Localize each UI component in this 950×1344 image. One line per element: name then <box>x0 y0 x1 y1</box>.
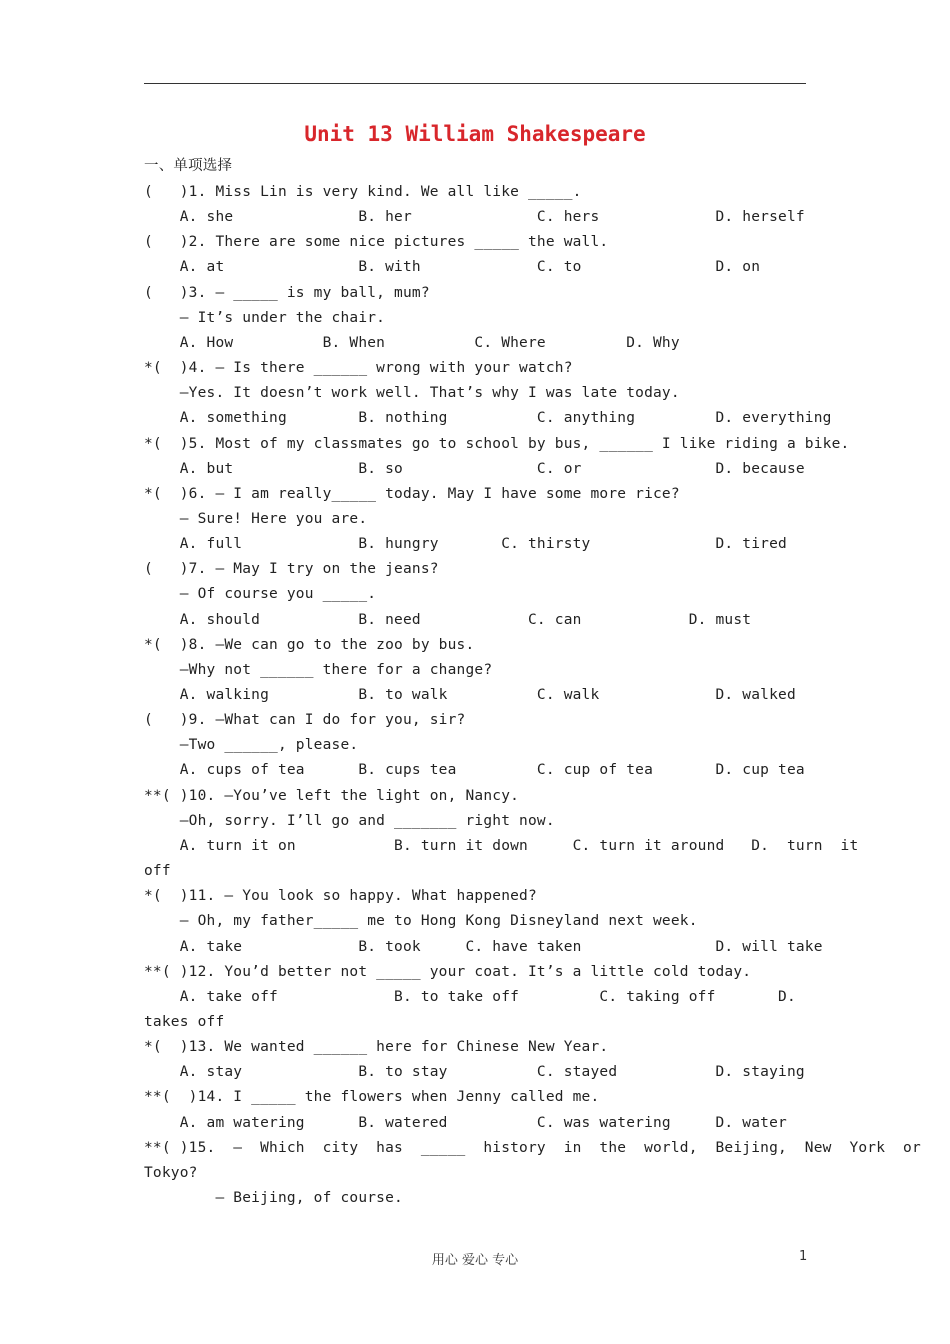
header-rule <box>144 83 806 84</box>
question-line: A. turn it on B. turn it down C. turn it around D. turn it <box>144 837 859 854</box>
question-line: **( )14. I _____ the flowers when Jenny called me. <box>144 1089 600 1106</box>
question-line: ( )2. There are some nice pictures _____ the wall. <box>144 234 609 251</box>
question-line: A. take off B. to take off C. taking off D. <box>144 988 796 1005</box>
question-line: — Sure! Here you are. <box>144 510 368 527</box>
question-line: A. at B. with C. to D. on <box>144 259 761 276</box>
question-line: *( )13. We wanted ______ here for Chinese New Year. <box>144 1039 609 1056</box>
question-line: A. but B. so C. or D. because <box>144 460 805 477</box>
question-line: A. she B. her C. hers D. herself <box>144 209 805 226</box>
question-line: *( )8. —We can go to the zoo by bus. <box>144 636 475 653</box>
question-line: takes off <box>144 1013 225 1030</box>
question-line: A. How B. When C. Where D. Why <box>144 334 680 351</box>
question-line: A. walking B. to walk C. walk D. walked <box>144 687 796 703</box>
question-line: *( )6. — I am really_____ today. May I have some more rice? <box>144 485 680 502</box>
page-title: Unit 13 William Shakespeare <box>304 122 646 146</box>
question-line: *( )11. — You look so happy. What happened? <box>144 888 537 905</box>
question-line: — Of course you _____. <box>144 586 377 603</box>
question-line: — Oh, my father_____ me to Hong Kong Disneyland next week. <box>144 913 698 930</box>
question-line: A. something B. nothing C. anything D. everything <box>144 410 832 427</box>
question-line: ( )1. Miss Lin is very kind. We all like _____. <box>144 184 582 200</box>
section-heading: 一、单项选择 <box>144 158 233 174</box>
page-number: 1 <box>799 1249 808 1264</box>
question-line: **( )12. You’d better not _____ your coat. It’s a little cold today. <box>144 963 752 980</box>
question-line: Tokyo? <box>144 1164 198 1181</box>
question-line: —Oh, sorry. I’ll go and _______ right now. <box>144 812 555 829</box>
question-line: A. cups of tea B. cups tea C. cup of tea D. cup tea <box>144 762 805 779</box>
question-line: *( )5. Most of my classmates go to school by bus, ______ I like riding a bike. <box>144 435 850 452</box>
question-line: **( )10. —You’ve left the light on, Nancy. <box>144 787 520 804</box>
question-line: off <box>144 863 171 880</box>
question-line: ( )9. —What can I do for you, sir? <box>144 712 466 729</box>
question-line: **( )15. — Which city has _____ history in the world, Beijing, New York or <box>144 1139 921 1156</box>
question-line: — It’s under the chair. <box>144 309 386 326</box>
question-line: *( )4. — Is there ______ wrong with your watch? <box>144 360 573 377</box>
question-line: A. should B. need C. can D. must <box>144 611 752 628</box>
question-line: ( )3. — _____ is my ball, mum? <box>144 284 430 301</box>
question-line: —Why not ______ there for a change? <box>144 661 493 678</box>
question-line: —Two ______, please. <box>144 737 359 754</box>
footer-text: 用心 爱心 专心 <box>431 1253 519 1268</box>
question-line: A. full B. hungry C. thirsty D. tired <box>144 536 787 553</box>
question-line: — Beijing, of course. <box>144 1190 403 1206</box>
question-line: A. stay B. to stay C. stayed D. staying <box>144 1064 805 1081</box>
question-line: ( )7. — May I try on the jeans? <box>144 561 439 578</box>
question-line: A. take B. took C. have taken D. will take <box>144 938 823 955</box>
question-line: —Yes. It doesn’t work well. That’s why I was late today. <box>144 385 680 402</box>
question-line: A. am watering B. watered C. was watering D. water <box>144 1114 787 1131</box>
